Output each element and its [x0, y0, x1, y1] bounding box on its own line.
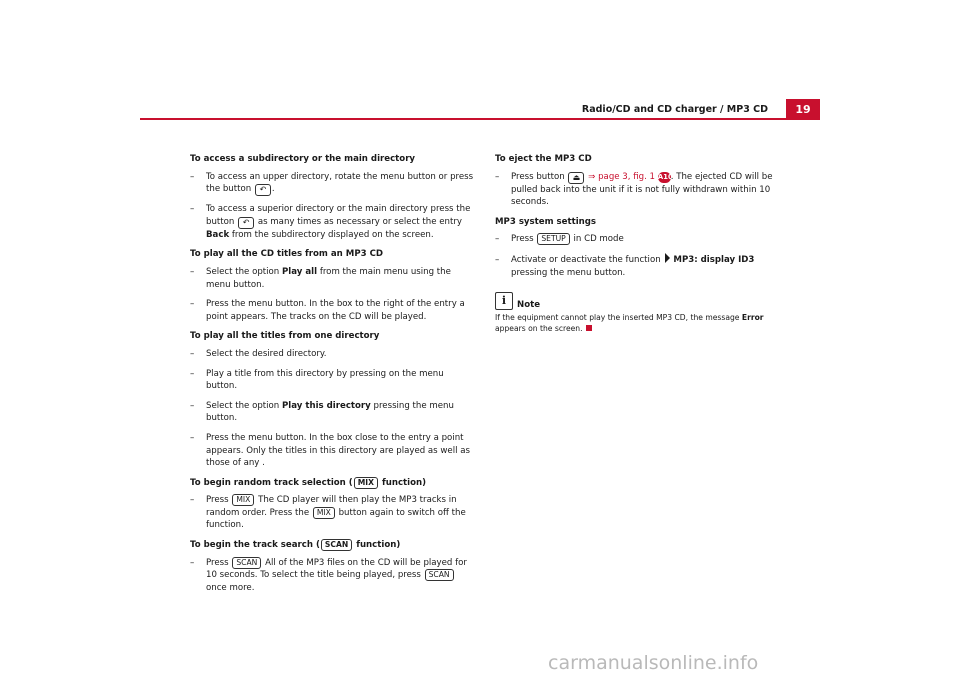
callout-badge: A10 — [657, 172, 673, 181]
back-arrow-icon: ↶ — [255, 184, 271, 196]
left-column — [190, 153, 476, 601]
menu-arrow-icon — [665, 253, 670, 263]
step-press-mix: – Press MIX The CD player will then play the MP3 tracks in random order. Press the MIX button again to switch off the function. — [190, 495, 466, 531]
step-play-title: – Play a title from this directory by pressing on the menu button. — [190, 368, 444, 392]
note-label: Note — [517, 300, 541, 311]
section-heading-mp3-settings: MP3 system settings — [495, 216, 597, 227]
step-directory-point: – Press the menu button. In the box close to the entry a point appears. Only the titles in this directory are played as well as those of any . — [190, 432, 470, 469]
mix-key: MIX — [354, 477, 378, 489]
step-press-eject: – Press button ⏏ ⇒ page 3, fig. 1 A10. The ejected CD will be pulled back into the unit if it is not fully withdrawn within 10 seconds. — [495, 171, 773, 208]
note-text: If the equipment cannot play the inserted MP3 CD, the message Error appears on the screen. — [495, 312, 764, 333]
scan-key: SCAN — [425, 569, 454, 581]
page-number: 19 — [786, 99, 820, 120]
section-heading-subdirectory: To access a subdirectory or the main directory — [190, 154, 416, 164]
page-header — [0, 0, 960, 122]
step-select-play-all: – Select the option Play all from the main menu using the menu button. — [190, 266, 451, 290]
step-superior-directory: – To access a superior directory or the main directory press the button ↶ as many times as necessary or select the entry Back from the subdirectory displayed on the screen. — [190, 204, 471, 240]
step-upper-directory: – To access an upper directory, rotate the menu button or press the button ↶ . — [190, 171, 474, 195]
setup-key: SETUP — [537, 233, 569, 245]
back-arrow-icon: ↶ — [238, 217, 254, 229]
page-reference-link[interactable]: ⇒ page 3, fig. 1 — [588, 171, 656, 182]
eject-icon: ⏏ — [568, 172, 584, 184]
scan-key: SCAN — [321, 539, 352, 551]
step-toggle-id3: – Activate or deactivate the function MP3: display ID3 pressing the menu button. — [495, 254, 755, 278]
note-header — [495, 291, 775, 312]
scan-key: SCAN — [232, 557, 261, 569]
page-title: Radio/CD and CD charger / MP3 CD — [581, 104, 768, 115]
section-heading-play-all: To play all the CD titles from an MP3 CD — [190, 249, 384, 260]
step-press-scan: – Press SCAN All of the MP3 files on the CD will be played for 10 seconds. To select the title being played, press SCAN once more. — [190, 557, 467, 593]
step-press-setup: – Press SETUP in CD mode — [495, 234, 624, 245]
section-heading-random: To begin random track selection ( MIX function) — [190, 477, 427, 488]
watermark: carmanualsonline.info — [548, 652, 759, 674]
mix-key: MIX — [313, 507, 335, 519]
step-select-play-directory: – Select the option Play this directory pressing the menu button. — [190, 400, 454, 424]
header-divider — [140, 118, 820, 120]
step-press-menu: – Press the menu button. In the box to the right of the entry a point appears. The tracks on the CD will be played. — [190, 299, 465, 322]
info-icon: i — [495, 292, 513, 310]
section-heading-scan: To begin the track search ( SCAN function) — [190, 540, 401, 551]
step-select-directory: – Select the desired directory. — [190, 348, 327, 359]
section-heading-play-directory: To play all the titles from one directory — [190, 331, 380, 342]
right-column — [495, 153, 775, 334]
mix-key: MIX — [232, 494, 254, 506]
end-marker-icon — [586, 325, 592, 331]
section-heading-eject: To eject the MP3 CD — [495, 154, 592, 164]
